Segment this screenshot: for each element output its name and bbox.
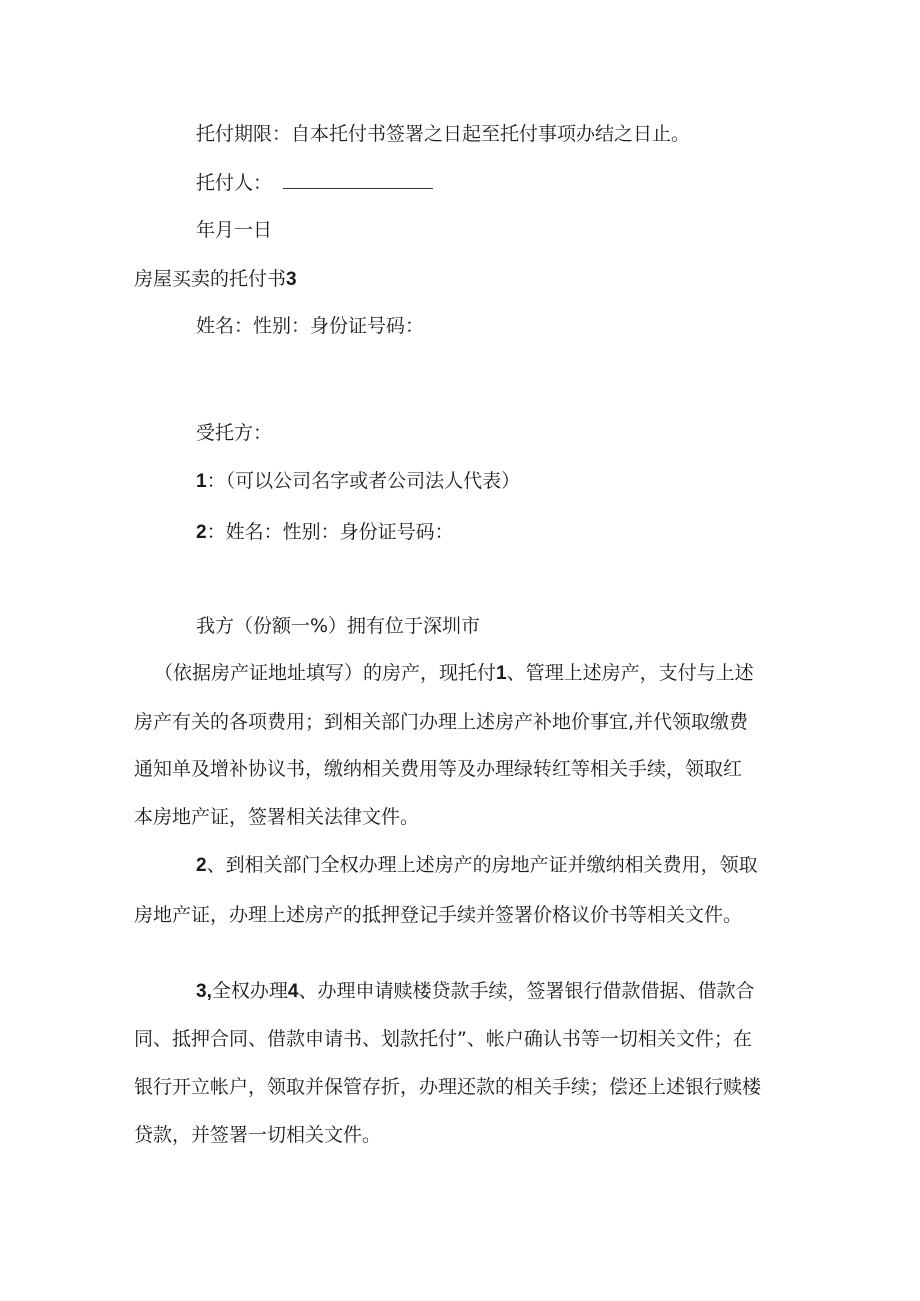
item-3-line-1 <box>196 979 754 1004</box>
item-2-number: 2 <box>196 855 207 876</box>
principal-info-line: 姓名：性别：身份证号码： <box>196 315 425 337</box>
principal-signature-line <box>283 188 433 189</box>
item-2-text: 、到相关部门全权办理上述房产的房地产证并缴纳相关费用，领取 <box>206 854 758 876</box>
trustee-item-1-text: ：（可以公司名字或者公司法人代表） <box>206 470 521 492</box>
item-2-line-1 <box>196 853 758 878</box>
item-3-line-4: 贷款，并签署一切相关文件。 <box>134 1124 382 1146</box>
item-3-line-2: 同、抵押合同、借款申请书、划款托付”、帐户确认书等一切相关文件；在 <box>134 1028 752 1050</box>
item-3-text-b: 、办理申请赎楼贷款手续，签署银行借款借据、借款合 <box>298 980 755 1002</box>
property-share-line: 我方（份额一%）拥有位于深圳市 <box>196 615 481 637</box>
item-4-number: 4 <box>287 981 299 1002</box>
property-paragraph-text-1a: （依据房产证地址填写）的房产，现托付 <box>154 662 497 684</box>
item-3-line-3: 银行开立帐户，领取并保管存折，办理还款的相关手续；偿还上述银行赎楼 <box>134 1076 762 1098</box>
entrustment-period-line: 托付期限：自本托付书签署之日起至托付事项办结之日止。 <box>196 123 691 145</box>
item-3-text-a: 全权办理 <box>211 980 288 1002</box>
section-title <box>134 267 297 292</box>
property-paragraph-line-1 <box>154 661 754 686</box>
trustee-item-2-text: ：姓名：性别：身份证号码： <box>206 521 454 543</box>
section-title-text: 房屋买卖的托付书 <box>134 268 287 290</box>
property-paragraph-text-1b: 、管理上述房产，支付与上述 <box>506 662 754 684</box>
trustee-heading: 受托方： <box>196 422 273 444</box>
trustee-item-1 <box>196 469 520 494</box>
trustee-item-2 <box>196 520 454 545</box>
item-3-number: 3, <box>196 981 212 1002</box>
trustee-item-2-number: 2 <box>196 522 207 543</box>
date-line: 年月一日 <box>196 219 273 241</box>
property-paragraph-line-4: 本房地产证，签署相关法律文件。 <box>134 806 420 828</box>
property-paragraph-line-3: 通知单及增补协议书，缴纳相关费用等及办理绿转红等相关手续，领取红 <box>134 758 743 780</box>
principal-line: 托付人： <box>196 172 273 194</box>
trustee-item-1-number: 1 <box>196 471 207 492</box>
section-title-number: 3 <box>286 269 297 290</box>
item-2-line-2: 房地产证，办理上述房产的抵押登记手续并签署价格议价书等相关文件。 <box>134 904 743 926</box>
property-paragraph-number-1: 1 <box>496 663 507 684</box>
property-paragraph-line-2: 房产有关的各项费用；到相关部门办理上述房产补地价事宜,并代领取缴费 <box>134 711 749 733</box>
